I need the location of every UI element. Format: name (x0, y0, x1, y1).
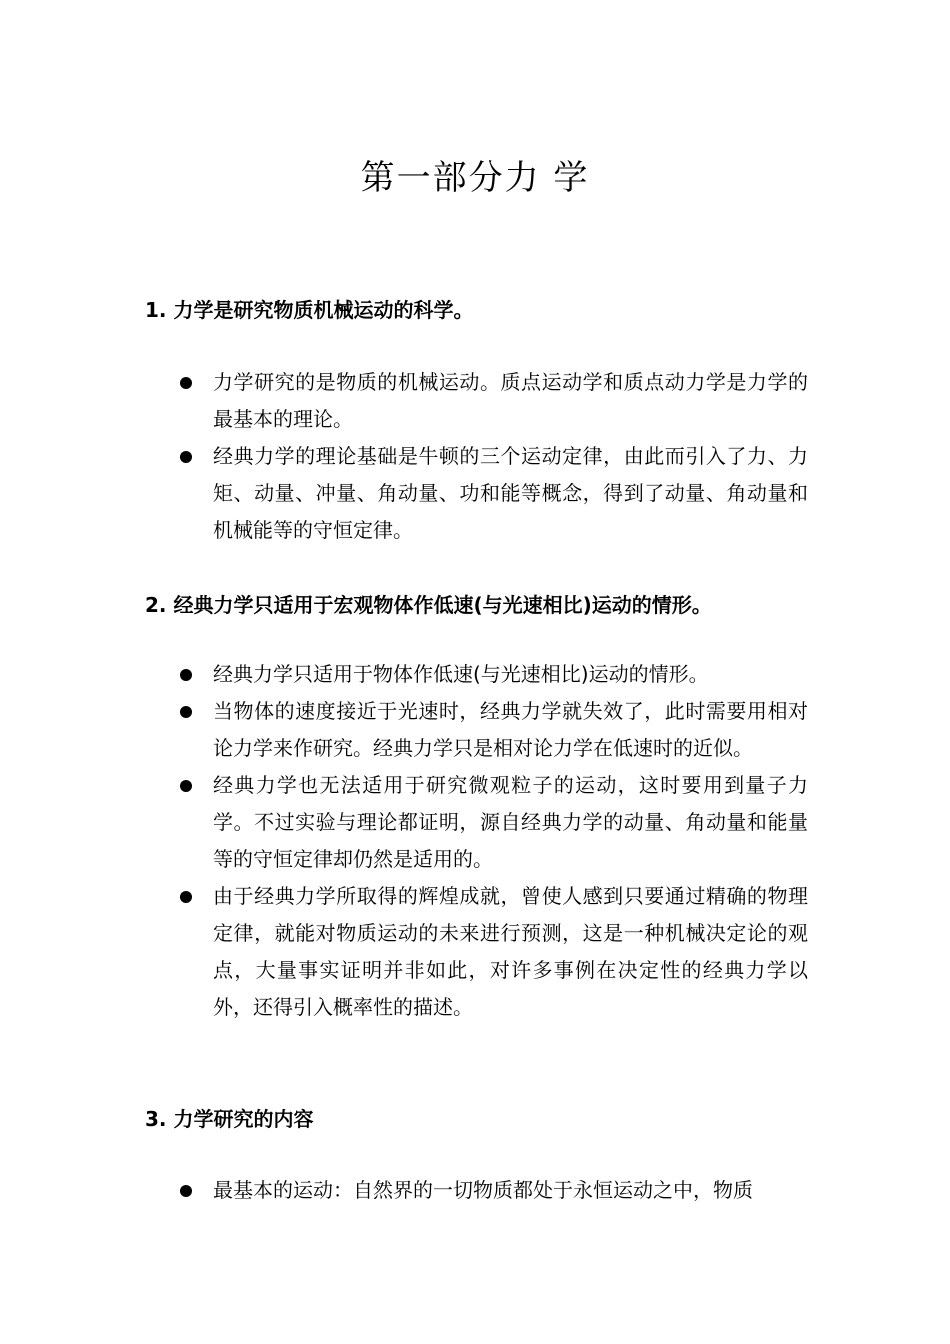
list-item (0, 438, 808, 549)
section-3-heading: 3. 力学研究的内容 (145, 1107, 314, 1131)
list-item (0, 693, 808, 767)
bullet-dot-icon (180, 377, 192, 389)
bullet-text: 经典力学只适用于物体作低速(与光速相比)运动的情形。 (213, 662, 709, 686)
bullet-dot-icon (180, 1185, 192, 1197)
bullet-dot-icon (180, 669, 192, 681)
page-title: 第一部分力 学 (360, 158, 590, 198)
section-2-heading: 2. 经典力学只适用于宏观物体作低速(与光速相比)运动的情形。 (145, 593, 712, 617)
list-item (0, 364, 808, 438)
bullet-text: 当物体的速度接近于光速时，经典力学就失效了，此时需要用相对论力学来作研究。经典力学只是相对论力学在低速时的近似。 (213, 699, 808, 760)
bullet-dot-icon (180, 451, 192, 463)
list-item (0, 656, 808, 693)
section-2-bullet-list (0, 656, 950, 1026)
bullet-dot-icon (180, 706, 192, 718)
list-item (0, 1172, 808, 1209)
bullet-text: 由于经典力学所取得的辉煌成就，曾使人感到只要通过精确的物理定律，就能对物质运动的未来进行预测，这是一种机械决定论的观点，大量事实证明并非如此，对许多事例在决定性的经典力学以外，还得引入概率性的描述。 (213, 884, 808, 1019)
bullet-text: 最基本的运动：自然界的一切物质都处于永恒运动之中，物质 (213, 1178, 753, 1202)
section-3-bullet-list (0, 1172, 950, 1209)
bullet-text: 力学研究的是物质的机械运动。质点运动学和质点动力学是力学的最基本的理论。 (213, 370, 808, 431)
section-1-bullet-list (0, 364, 950, 549)
list-item (0, 878, 808, 1026)
bullet-text: 经典力学的理论基础是牛顿的三个运动定律，由此而引入了力、力矩、动量、冲量、角动量、功和能等概念，得到了动量、角动量和机械能等的守恒定律。 (213, 444, 808, 542)
list-item (0, 767, 808, 878)
bullet-dot-icon (180, 891, 192, 903)
section-1-heading: 1. 力学是研究物质机械运动的科学。 (145, 298, 474, 322)
bullet-text: 经典力学也无法适用于研究微观粒子的运动，这时要用到量子力学。不过实验与理论都证明，源自经典力学的动量、角动量和能量等的守恒定律却仍然是适用的。 (213, 773, 808, 871)
bullet-dot-icon (180, 780, 192, 792)
